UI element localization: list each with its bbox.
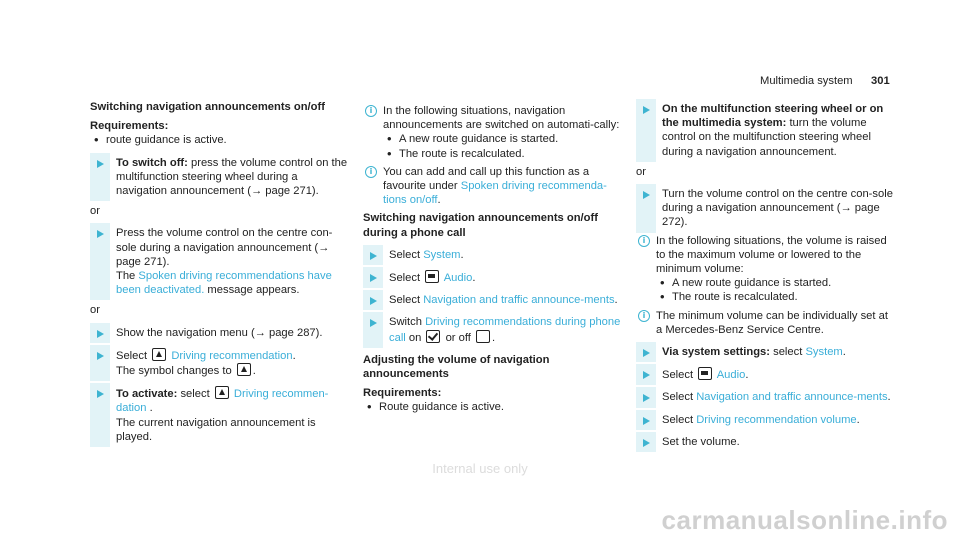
section-heading: Switching navigation announcements on/off [90, 101, 325, 113]
or-label: or [90, 205, 100, 218]
step-select-system: Select System. [363, 248, 621, 262]
step-text: select [177, 388, 213, 401]
note-text: You can add and call up this function as a favourite under [383, 165, 590, 193]
info-note [636, 309, 894, 337]
step-text: . [292, 349, 296, 362]
nav-announcements-link[interactable]: Navigation and traffic announce-ments [423, 294, 615, 307]
arrow-icon [643, 106, 650, 114]
info-note [363, 165, 621, 208]
nav-announcements-link[interactable]: Navigation and traffic announce-ments [696, 391, 888, 404]
step-text: Switch [389, 316, 426, 329]
navigation-muted-icon [237, 363, 251, 376]
info-icon: i [365, 105, 377, 117]
navigation-muted-icon [215, 386, 229, 399]
step-select-audio: Select Audio. [636, 367, 894, 382]
info-icon: i [638, 235, 650, 247]
step-set-volume [636, 435, 894, 449]
step-switch-off [90, 156, 348, 199]
step-text: select [770, 346, 806, 359]
info-note [636, 234, 894, 305]
bullet-item: • The route is recalculated. [383, 147, 621, 161]
note-text: The minimum volume can be individually set at a Mercedes-Benz Service Centre. [656, 309, 888, 336]
audio-link[interactable]: Audio [716, 369, 746, 382]
step-via-system: Via system settings: select System. [636, 345, 894, 359]
system-link[interactable]: System [805, 346, 843, 359]
note-text: In the following situations, navigation announcements are switched on automati-cally: [383, 105, 620, 132]
step-text: . [146, 402, 153, 415]
favourite-link[interactable]: Spoken driving recommenda-tions on/off [383, 180, 607, 207]
step-switch-phone: Switch Driving recommendations during phone call on or off . [363, 315, 621, 344]
step-bar [363, 312, 383, 347]
arrow-icon [97, 330, 104, 338]
step-lead: Via system settings: [662, 346, 770, 359]
arrow-icon [370, 274, 377, 282]
volume-link[interactable]: Driving recommendation volume [696, 413, 857, 426]
info-icon: i [638, 310, 650, 322]
step-activate [90, 386, 348, 444]
step-lead: On the multifunction steering wheel or on the multimedia system: [662, 103, 884, 130]
step-select-nav-announce: Select Navigation and traffic announce-ments. [363, 293, 621, 307]
note-text: . [437, 194, 441, 207]
step-turn-console [636, 187, 894, 230]
step-text: on [405, 331, 425, 344]
phone-call-link[interactable]: Driving recommendations during phone call [389, 316, 621, 344]
step-text: Select [389, 248, 424, 261]
arrow-icon [97, 352, 104, 360]
step-text: or off [442, 331, 474, 344]
arrow-icon [97, 230, 104, 238]
step-select-volume: Select Driving recommendation volume. [636, 413, 894, 427]
step-turn-wheel [636, 102, 894, 159]
message-link[interactable]: Spoken driving recommendations have been deactivated. [116, 270, 332, 297]
step-select-nav-announce: Select Navigation and traffic announce-ments. [636, 390, 894, 404]
step-select-audio: Select Audio. [363, 270, 621, 285]
page-number: 301 [871, 75, 890, 87]
or-label: or [636, 165, 646, 178]
requirement-item: • Route guidance is active. [363, 400, 621, 414]
step-select-driving-rec: Select Driving recommendation. The symbol changes to . [90, 348, 348, 378]
arrow-icon [643, 417, 650, 425]
step-text: Select [662, 391, 697, 404]
step-text: Turn the volume control on the centre con-sole during a navigation announcement (→ page 272). [662, 188, 893, 229]
step-text: Select [116, 349, 151, 362]
audio-link[interactable]: Audio [443, 272, 473, 285]
step-text: The symbol changes to [116, 365, 235, 378]
arrow-icon [643, 191, 650, 199]
arrow-icon [370, 297, 377, 305]
arrow-icon [643, 394, 650, 402]
arrow-icon [370, 319, 377, 327]
watermark: Internal use only [432, 461, 528, 476]
step-lead: To switch off: [116, 156, 188, 169]
section-title: Multimedia system [760, 75, 853, 87]
step-text: Select [389, 294, 424, 307]
audio-icon [698, 367, 712, 380]
requirements-label: Requirements: [363, 387, 442, 400]
arrow-icon [643, 439, 650, 447]
bullet-item: • A new route guidance is started. [383, 132, 621, 146]
arrow-icon [643, 371, 650, 379]
driving-recommendation-link[interactable]: Driving recommen-dation [116, 388, 329, 415]
step-text: Press the volume control on the centre con-sole during a navigation announcement (→ page 271). [116, 227, 333, 268]
step-text: Set the volume. [662, 435, 740, 448]
column-3 [636, 100, 894, 449]
navigation-voice-icon [152, 348, 166, 361]
section-heading: Adjusting the volume of navigation announcements [363, 353, 550, 381]
audio-icon [425, 270, 439, 283]
note-text: In the following situations, the volume is raised to the maximum volume or lowered to the minimum volume: [656, 234, 887, 276]
arrow-icon [370, 252, 377, 260]
step-text: Select [389, 272, 424, 285]
step-text: Select [662, 413, 697, 426]
step-lead: To activate: [116, 388, 178, 401]
step-text: Select [662, 369, 697, 382]
arrow-icon [97, 160, 104, 168]
system-link[interactable]: System [423, 248, 461, 261]
column-1 [90, 100, 348, 444]
page-header [0, 74, 960, 90]
driving-recommendation-link[interactable]: Driving recommendation [171, 349, 293, 362]
arrow-icon [643, 349, 650, 357]
info-icon: i [365, 166, 377, 178]
step-text: The current navigation announcement is played. [116, 416, 316, 443]
bullet-item: • A new route guidance is started. [656, 276, 894, 290]
step-text: turn the volume control on the multifunction steering wheel during a navigation announcement. [662, 117, 871, 158]
requirements-label: Requirements: [90, 120, 169, 133]
info-note [363, 104, 621, 161]
checkbox-checked-icon [426, 330, 440, 343]
requirement-item: • route guidance is active. [90, 133, 348, 147]
step-text: press the volume control on the multifunction steering wheel during a navigation announcement (→ page 271). [116, 156, 348, 198]
bullet-item: • The route is recalculated. [656, 290, 894, 304]
section-heading: Switching navigation announcements on/off during a phone call [363, 212, 598, 239]
checkbox-empty-icon [476, 330, 490, 343]
step-text: message appears. [204, 284, 300, 297]
step-show-nav-menu [90, 326, 348, 340]
column-2 [363, 100, 621, 415]
site-watermark: carmanualsonline.info [661, 504, 948, 535]
arrow-icon [97, 390, 104, 398]
step-press-volume [90, 226, 348, 297]
step-text: The [116, 270, 139, 283]
step-text: Show the navigation menu (→ page 287). [116, 326, 323, 339]
or-label: or [90, 304, 100, 317]
step-bar [90, 345, 110, 381]
